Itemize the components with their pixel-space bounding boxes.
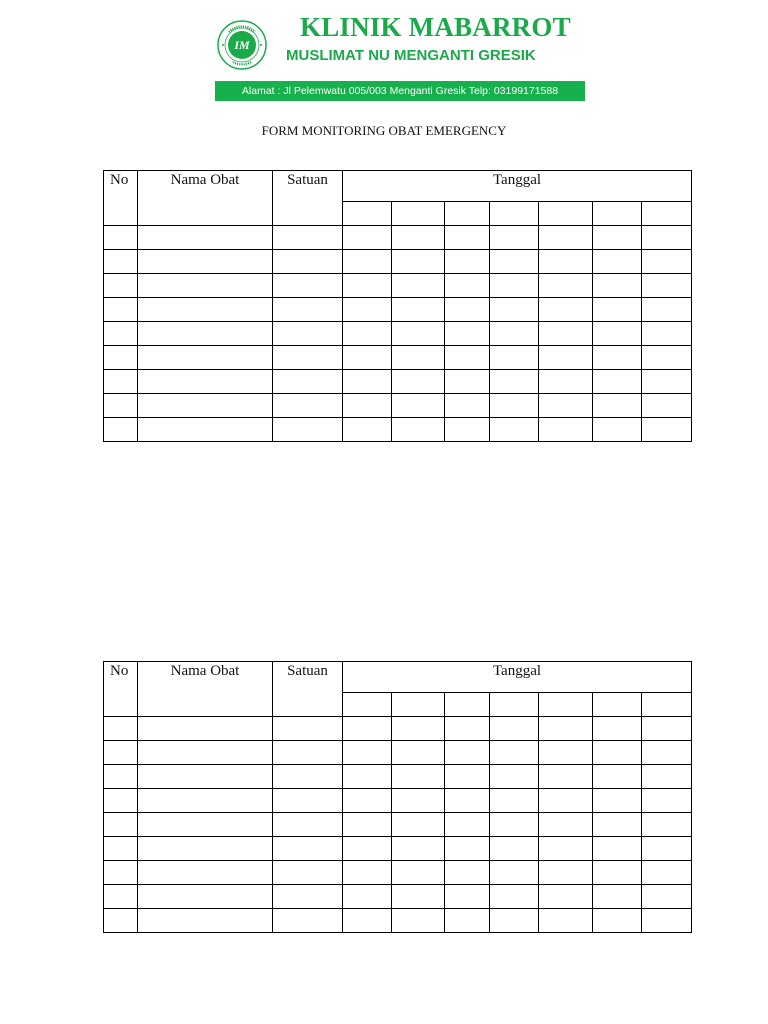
- table-cell[interactable]: [273, 322, 343, 346]
- table-cell[interactable]: [138, 885, 273, 909]
- date-subheader-cell[interactable]: [392, 202, 445, 226]
- table-cell[interactable]: [539, 909, 593, 933]
- table-cell[interactable]: [445, 813, 490, 837]
- table-cell[interactable]: [138, 226, 273, 250]
- table-cell[interactable]: [273, 765, 343, 789]
- table-cell[interactable]: [343, 418, 392, 442]
- table-cell[interactable]: [343, 717, 392, 741]
- table-cell[interactable]: [343, 909, 392, 933]
- table-cell[interactable]: [593, 885, 642, 909]
- column-header-satuan: Satuan: [273, 662, 343, 717]
- table-cell[interactable]: [273, 274, 343, 298]
- table-row: [104, 250, 692, 274]
- table-cell[interactable]: [539, 394, 593, 418]
- table-cell[interactable]: [343, 837, 392, 861]
- table-cell[interactable]: [593, 717, 642, 741]
- table-cell[interactable]: [392, 717, 445, 741]
- table-row: [104, 717, 692, 741]
- table-cell[interactable]: [539, 298, 593, 322]
- table-cell[interactable]: [104, 837, 138, 861]
- table-cell[interactable]: [343, 885, 392, 909]
- table-cell[interactable]: [539, 837, 593, 861]
- table-cell[interactable]: [273, 250, 343, 274]
- table-cell[interactable]: [642, 885, 692, 909]
- table-cell[interactable]: [392, 274, 445, 298]
- column-header-no: No: [104, 662, 138, 717]
- table-row: [104, 226, 692, 250]
- table-cell[interactable]: [642, 322, 692, 346]
- table-cell[interactable]: [445, 250, 490, 274]
- table-cell[interactable]: [138, 298, 273, 322]
- date-subheader-cell[interactable]: [445, 693, 490, 717]
- table-cell[interactable]: [445, 274, 490, 298]
- table-row: [104, 274, 692, 298]
- table-cell[interactable]: [490, 322, 539, 346]
- table-cell[interactable]: [138, 346, 273, 370]
- table-cell[interactable]: [392, 909, 445, 933]
- table-cell[interactable]: [593, 394, 642, 418]
- table-cell[interactable]: [392, 837, 445, 861]
- table-cell[interactable]: [138, 394, 273, 418]
- table-row: [104, 861, 692, 885]
- table-cell[interactable]: [392, 370, 445, 394]
- table-cell[interactable]: [445, 789, 490, 813]
- table-cell[interactable]: [273, 861, 343, 885]
- table-cell[interactable]: [445, 394, 490, 418]
- table-cell[interactable]: [138, 274, 273, 298]
- table-cell[interactable]: [273, 394, 343, 418]
- table-cell[interactable]: [642, 370, 692, 394]
- table-cell[interactable]: [539, 226, 593, 250]
- table-cell[interactable]: [104, 322, 138, 346]
- table-cell[interactable]: [490, 298, 539, 322]
- svg-text:IM: IM: [234, 38, 250, 52]
- table-cell[interactable]: [539, 789, 593, 813]
- table-cell[interactable]: [445, 909, 490, 933]
- table-cell[interactable]: [445, 226, 490, 250]
- table-cell[interactable]: [539, 765, 593, 789]
- table-cell[interactable]: [343, 250, 392, 274]
- table-cell[interactable]: [445, 837, 490, 861]
- table-cell[interactable]: [490, 394, 539, 418]
- table-cell[interactable]: [642, 250, 692, 274]
- column-header-no: No: [104, 171, 138, 226]
- table-cell[interactable]: [445, 298, 490, 322]
- table-cell[interactable]: [392, 250, 445, 274]
- table-cell[interactable]: [104, 298, 138, 322]
- table-row: [104, 765, 692, 789]
- table-row: [104, 837, 692, 861]
- table-cell[interactable]: [642, 861, 692, 885]
- table-cell[interactable]: [490, 741, 539, 765]
- table-cell[interactable]: [593, 346, 642, 370]
- table-cell[interactable]: [445, 765, 490, 789]
- table-cell[interactable]: [445, 322, 490, 346]
- date-subheader-cell[interactable]: [490, 202, 539, 226]
- table-cell[interactable]: [593, 765, 642, 789]
- table-cell[interactable]: [138, 370, 273, 394]
- table-cell[interactable]: [104, 909, 138, 933]
- table-cell[interactable]: [273, 370, 343, 394]
- date-subheader-cell[interactable]: [445, 202, 490, 226]
- table-cell[interactable]: [593, 322, 642, 346]
- table-cell[interactable]: [392, 226, 445, 250]
- table-cell[interactable]: [273, 226, 343, 250]
- table-cell[interactable]: [273, 717, 343, 741]
- table-cell[interactable]: [138, 322, 273, 346]
- table-cell[interactable]: [490, 250, 539, 274]
- table-cell[interactable]: [593, 226, 642, 250]
- table-row: [104, 885, 692, 909]
- date-subheader-cell[interactable]: [642, 202, 692, 226]
- table-cell[interactable]: [392, 298, 445, 322]
- date-subheader-cell[interactable]: [343, 202, 392, 226]
- table-cell[interactable]: [104, 885, 138, 909]
- table-cell[interactable]: [343, 370, 392, 394]
- date-subheader-cell[interactable]: [392, 693, 445, 717]
- date-subheader-cell[interactable]: [593, 693, 642, 717]
- table-row: [104, 789, 692, 813]
- table-cell[interactable]: [138, 765, 273, 789]
- table-cell[interactable]: [138, 909, 273, 933]
- table-cell[interactable]: [593, 418, 642, 442]
- table-cell[interactable]: [642, 909, 692, 933]
- table-row: [104, 741, 692, 765]
- table-cell[interactable]: [593, 861, 642, 885]
- table-cell[interactable]: [539, 861, 593, 885]
- table-cell[interactable]: [539, 885, 593, 909]
- table-cell[interactable]: [104, 250, 138, 274]
- table-cell[interactable]: [642, 226, 692, 250]
- table-cell[interactable]: [490, 226, 539, 250]
- table-cell[interactable]: [273, 909, 343, 933]
- table-cell[interactable]: [593, 813, 642, 837]
- clinic-subtitle: MUSLIMAT NU MENGANTI GRESIK: [286, 47, 536, 64]
- table-cell[interactable]: [490, 418, 539, 442]
- date-subheader-cell[interactable]: [490, 693, 539, 717]
- column-header-nama-obat: Nama Obat: [138, 171, 273, 226]
- table-cell[interactable]: [445, 418, 490, 442]
- column-header-tanggal: Tanggal: [343, 662, 692, 693]
- table-cell[interactable]: [490, 813, 539, 837]
- table-cell[interactable]: [104, 226, 138, 250]
- table-cell[interactable]: [343, 274, 392, 298]
- table-cell[interactable]: [104, 394, 138, 418]
- table-cell[interactable]: [539, 418, 593, 442]
- table-cell[interactable]: [490, 861, 539, 885]
- table-cell[interactable]: [138, 861, 273, 885]
- table-row: [104, 909, 692, 933]
- table-cell[interactable]: [490, 909, 539, 933]
- table-cell[interactable]: [392, 765, 445, 789]
- table-row: [104, 322, 692, 346]
- table-cell[interactable]: [445, 346, 490, 370]
- table-cell[interactable]: [642, 394, 692, 418]
- table-cell[interactable]: [642, 813, 692, 837]
- table-cell[interactable]: [642, 418, 692, 442]
- table-cell[interactable]: [642, 274, 692, 298]
- table-cell[interactable]: [273, 837, 343, 861]
- table-cell[interactable]: [593, 909, 642, 933]
- table-cell[interactable]: [642, 717, 692, 741]
- table-cell[interactable]: [539, 813, 593, 837]
- table-cell[interactable]: [104, 717, 138, 741]
- table-cell[interactable]: [343, 346, 392, 370]
- table-cell[interactable]: [642, 346, 692, 370]
- table-cell[interactable]: [273, 298, 343, 322]
- table-cell[interactable]: [138, 789, 273, 813]
- table-cell[interactable]: [104, 861, 138, 885]
- table-cell[interactable]: [539, 346, 593, 370]
- table-cell[interactable]: [593, 370, 642, 394]
- table-cell[interactable]: [593, 741, 642, 765]
- table-cell[interactable]: [445, 861, 490, 885]
- table-row: [104, 346, 692, 370]
- monitoring-table-1: [103, 170, 692, 442]
- table-cell[interactable]: [642, 741, 692, 765]
- table-cell[interactable]: [392, 741, 445, 765]
- column-header-satuan: Satuan: [273, 171, 343, 226]
- table-cell[interactable]: [138, 813, 273, 837]
- clinic-logo: [217, 20, 267, 70]
- table-cell[interactable]: [392, 346, 445, 370]
- table-cell[interactable]: [490, 346, 539, 370]
- table-cell[interactable]: [343, 813, 392, 837]
- table-cell[interactable]: [273, 418, 343, 442]
- table-cell[interactable]: [490, 789, 539, 813]
- table-cell[interactable]: [138, 418, 273, 442]
- table-cell[interactable]: [490, 274, 539, 298]
- table-cell[interactable]: [138, 250, 273, 274]
- table-cell[interactable]: [593, 274, 642, 298]
- table-cell[interactable]: [642, 837, 692, 861]
- date-subheader-cell[interactable]: [642, 693, 692, 717]
- table-cell[interactable]: [490, 370, 539, 394]
- table-cell[interactable]: [445, 741, 490, 765]
- table-cell[interactable]: [104, 370, 138, 394]
- table-cell[interactable]: [539, 322, 593, 346]
- table-cell[interactable]: [392, 394, 445, 418]
- column-header-nama-obat: Nama Obat: [138, 662, 273, 717]
- table-cell[interactable]: [104, 418, 138, 442]
- table-cell[interactable]: [445, 717, 490, 741]
- table-cell[interactable]: [642, 765, 692, 789]
- table-cell[interactable]: [642, 789, 692, 813]
- table-cell[interactable]: [539, 250, 593, 274]
- table-cell[interactable]: [138, 741, 273, 765]
- table-row: [104, 370, 692, 394]
- table-cell[interactable]: [490, 765, 539, 789]
- table-cell[interactable]: [273, 346, 343, 370]
- table-row: [104, 298, 692, 322]
- table-cell[interactable]: [343, 789, 392, 813]
- table-cell[interactable]: [343, 394, 392, 418]
- table-cell[interactable]: [593, 298, 642, 322]
- table-cell[interactable]: [273, 741, 343, 765]
- table-cell[interactable]: [539, 741, 593, 765]
- table-cell[interactable]: [392, 418, 445, 442]
- table-cell[interactable]: [392, 885, 445, 909]
- table-cell[interactable]: [642, 298, 692, 322]
- date-subheader-cell[interactable]: [343, 693, 392, 717]
- table-cell[interactable]: [104, 274, 138, 298]
- table-cell[interactable]: [392, 789, 445, 813]
- table-cell[interactable]: [138, 717, 273, 741]
- table-cell[interactable]: [539, 370, 593, 394]
- table-cell[interactable]: [593, 789, 642, 813]
- table-cell[interactable]: [343, 861, 392, 885]
- clinic-name: KLINIK MABARROT: [300, 12, 571, 42]
- table-cell[interactable]: [392, 322, 445, 346]
- monitoring-table-2: [103, 661, 692, 933]
- table-row: [104, 394, 692, 418]
- table-cell[interactable]: [343, 298, 392, 322]
- table-cell[interactable]: [104, 813, 138, 837]
- table-cell[interactable]: [343, 322, 392, 346]
- table-cell[interactable]: [273, 885, 343, 909]
- table-row: [104, 418, 692, 442]
- table-cell[interactable]: [104, 741, 138, 765]
- column-header-tanggal: Tanggal: [343, 171, 692, 202]
- table-cell[interactable]: [490, 837, 539, 861]
- table-cell[interactable]: [104, 765, 138, 789]
- table-cell[interactable]: [445, 885, 490, 909]
- address-bar: Alamat : Jl Pelemwatu 005/003 Menganti Gresik Telp: 03199171588: [215, 81, 585, 101]
- table-cell[interactable]: [138, 837, 273, 861]
- table-cell[interactable]: [343, 741, 392, 765]
- date-subheader-cell[interactable]: [593, 202, 642, 226]
- table-cell[interactable]: [593, 250, 642, 274]
- table-cell[interactable]: [343, 226, 392, 250]
- table-cell[interactable]: [343, 765, 392, 789]
- table-cell[interactable]: [539, 717, 593, 741]
- table-cell[interactable]: [104, 789, 138, 813]
- table-cell[interactable]: [593, 837, 642, 861]
- table-cell[interactable]: [392, 861, 445, 885]
- table-cell[interactable]: [490, 717, 539, 741]
- table-row: [104, 813, 692, 837]
- form-title: FORM MONITORING OBAT EMERGENCY: [261, 123, 507, 138]
- table-cell[interactable]: [490, 885, 539, 909]
- table-cell[interactable]: [273, 813, 343, 837]
- table-cell[interactable]: [539, 274, 593, 298]
- date-subheader-cell[interactable]: [539, 693, 593, 717]
- table-cell[interactable]: [104, 346, 138, 370]
- table-cell[interactable]: [273, 789, 343, 813]
- date-subheader-cell[interactable]: [539, 202, 593, 226]
- table-cell[interactable]: [392, 813, 445, 837]
- table-cell[interactable]: [445, 370, 490, 394]
